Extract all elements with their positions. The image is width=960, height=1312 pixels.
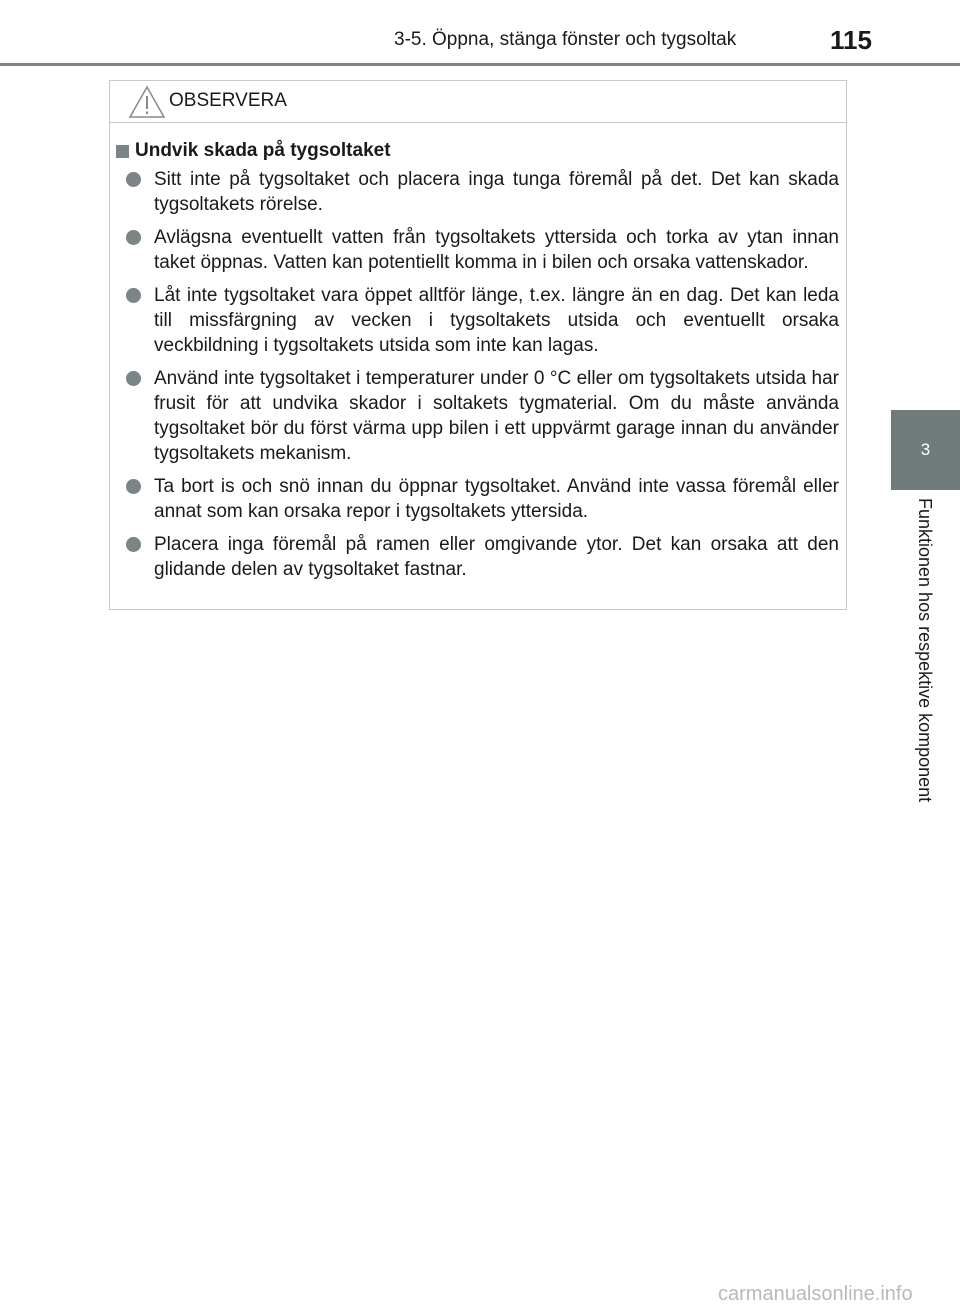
caution-box — [109, 80, 847, 610]
list-item — [126, 532, 839, 582]
watermark: carmanualsonline.info — [718, 1283, 913, 1305]
list-item-text: Ta bort is och snö innan du öppnar tygsoltaket. Använd inte vassa föremål eller annat som kan orsaka repor i tygsoltakets yttersida. — [154, 476, 839, 522]
list-item-text: Låt inte tygsoltaket vara öppet alltför länge, t.ex. längre än en dag. Det kan leda till missfärgning av vecken i tygsoltakets utsida och eventuellt orsaka veckbildning i tygsoltakets utsida som inte kan lagas. — [154, 285, 839, 356]
chapter-number: 3 — [920, 440, 931, 459]
list-item-text: Sitt inte på tygsoltaket och placera inga tunga föremål på det. Det kan skada tygsoltakets rörelse. — [154, 169, 839, 215]
chapter-tab — [891, 410, 960, 490]
header-divider — [0, 63, 960, 66]
bullet-dot-icon — [126, 172, 141, 187]
section-heading — [116, 140, 391, 162]
caution-list — [126, 167, 839, 590]
list-item — [126, 474, 839, 524]
list-item — [126, 283, 839, 358]
caution-title: OBSERVERA — [169, 90, 287, 111]
bullet-dot-icon — [126, 288, 141, 303]
section-heading-text: Undvik skada på tygsoltaket — [135, 140, 391, 161]
bullet-dot-icon — [126, 371, 141, 386]
list-item-text: Placera inga föremål på ramen eller omgivande ytor. Det kan orsaka att den glidande delen av tygsoltaket fastnar. — [154, 534, 839, 580]
list-item-text: Använd inte tygsoltaket i temperaturer under 0 °C eller om tygsoltakets utsida har frusit för att undvika skador i soltakets tygmaterial. Om du måste använda tygsoltaket bör du först värma upp bilen i ett uppvärmt garage innan du använder tygsoltakets mekanism. — [154, 368, 839, 464]
page-number: 115 — [830, 25, 872, 55]
list-item — [126, 225, 839, 275]
bullet-dot-icon — [126, 230, 141, 245]
square-bullet-icon — [116, 145, 129, 158]
caution-header — [110, 81, 846, 123]
bullet-dot-icon — [126, 537, 141, 552]
list-item-text: Avlägsna eventuellt vatten från tygsoltakets yttersida och torka av ytan innan taket öppnas. Vatten kan potentiellt komma in i bilen och orsaka vattenskador. — [154, 227, 839, 273]
chapter-side-label: Funktionen hos respektive komponent — [915, 498, 935, 803]
section-title: 3-5. Öppna, stänga fönster och tygsoltak — [394, 29, 737, 50]
list-item — [126, 366, 839, 466]
warning-triangle-icon — [128, 85, 166, 119]
list-item — [126, 167, 839, 217]
bullet-dot-icon — [126, 479, 141, 494]
